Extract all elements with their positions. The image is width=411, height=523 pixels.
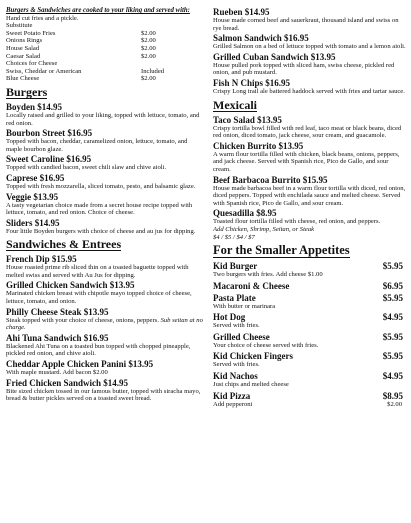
menu-item-desc: Topped with bacon, cheddar, caramelized onion, lettuce, tomato, and maple bourbon glaze. [6,138,188,153]
menu-item-addon-prices: $4 / $5 / $4 / $7 [213,233,255,241]
menu-item-name: Chicken Burrito $13.95 [213,140,304,151]
menu-item-desc: House pulled pork topped with sliced ham, swiss cheese, pickled red onion, and pub mustard. [213,61,395,77]
kids-item-price: $5.95 [382,351,403,362]
menu-item-desc: Grilled Salmon on a bed of lettuce topped with tomato and a lemon aioli. [213,43,406,51]
menu-item-name: Cheddar Apple Chicken Panini $13.95 [6,359,154,370]
cheese-row [6,68,205,76]
kids-item-row [213,369,406,381]
menu-item-desc: Toasted flour tortilla filled with cheese, red onion, and peppers. [213,218,381,226]
menu-item-desc: Four little Boyden burgers with choice of cheese and au jus for dipping. [6,227,196,235]
mexicali-list [213,115,406,242]
kids-item-name: Kid Pizza [213,390,251,401]
menu-item-name: Taco Salad $13.95 [213,114,282,125]
menu-item-name: Quesadilla $8.95 [213,208,277,219]
kids-item-name: Pasta Plate [213,292,256,303]
menu-item-name: Ahi Tuna Sandwich $16.95 [6,332,109,343]
menu-item-name: Bourbon Street $16.95 [6,128,93,139]
kids-item-desc: Your choice of cheese served with fries. [213,341,319,349]
menu-item-name: French Dip $15.95 [6,254,77,265]
kids-item-price: $5.95 [382,292,403,303]
menu-item-name: Fried Chicken Sandwich $14.95 [6,377,129,388]
menu-item-desc: Blackened Ahi Tuna on a toasted bun topped with chopped pineapple, pickled red onion, and chive aioli. [6,342,191,358]
substitute-row [6,30,205,38]
kids-item-row [213,291,406,303]
kids-item-name: Kid Nachos [213,371,258,382]
menu-item-addon-note: Add Chicken, Shrimp, Seitan, or Steak [213,225,315,233]
kids-item-addon-price: $2.00 [387,400,402,408]
menu-item-name: Sliders $14.95 [6,217,60,228]
cheese-price: Included [141,67,165,75]
kids-item-desc: Two burgers with fries. Add cheese $1.00 [213,271,323,279]
menu-item-desc [6,317,205,332]
kids-item-price: $8.95 [382,390,403,401]
menu-item-desc: House made barbacoa beef in a warm flour tortilla with diced, red onion, diced peppers. Topped with enchilada sauce and melted cheese. Served with Spanish rice, Pico de Gallo, and sour cream. [213,184,406,207]
menu-item-name: Beef Barbacoa Burrito $15.95 [213,174,328,185]
kids-item-price: $4.95 [382,371,403,382]
sandwiches-section-title: Sandwiches & Entrees [6,237,122,252]
cheese-price: $2.00 [141,75,156,83]
sandwiches-list [6,254,205,403]
menu-item-desc: A warm flour tortilla filled with chicken, black beans, onions, peppers, and jack cheese. Served with Spanish rice, Pico de Gallo, and sour cream. [213,150,400,173]
kids-item-desc: Served with fries. [213,322,260,330]
substitute-price: $2.00 [141,44,156,52]
kids-item-name: Grilled Cheese [213,331,270,342]
menu-item-desc: Locally raised and grilled to your liking, topped with lettuce, tomato, and red onion. [6,111,200,127]
kids-item-desc: Served with fries. [213,361,260,369]
kids-item-desc-row [213,401,406,409]
kids-item-row [213,310,406,322]
kids-item-desc: With butter or marinara [213,302,276,310]
kids-item-name: Kid Chicken Fingers [213,351,294,362]
substitute-list [6,30,205,60]
kids-item-name: Kid Burger [213,261,258,272]
menu-item-desc: House made corned beef and sauerkraut, thousand island and swiss on rye bread. [213,17,399,32]
intro-line: Hand cut fries and a pickle. [6,14,79,22]
menu-item-desc-text: Steak topped with your choice of cheese, onions, peppers. [6,316,159,324]
burgers-list [6,102,205,235]
menu-item-desc: Crispy tortilla bowl filled with red leaf, taco meat or black beans, diced red onion, diced tomato, jack cheese, sour cream, and guacamole. [213,124,402,140]
kids-item-row [213,279,406,291]
kids-item-price: $5.95 [382,261,403,272]
substitute-row [6,37,205,45]
menu-item-desc: A tasty vegetarian choice made from a secret house recipe topped with lettuce, tomato, and red onion. Choice of cheese. [6,201,193,217]
menu-item-desc: Topped with fresh mozzarella, sliced tomato, pesto, and balsamic glaze. [6,182,196,190]
menu-item-name: Boyden $14.95 [6,101,63,112]
kids-item-row [213,259,406,271]
kids-item-name: Hot Dog [213,312,246,323]
menu-item-desc: Crispy Long trail ale battered haddock served with fries and tartar sauce. [213,87,405,95]
menu-item-desc: With maple mustard. Add bacon $2.00 [6,369,108,377]
cheese-name: Swiss, Cheddar or American [6,67,82,75]
substitute-name: Caesar Salad [6,52,41,60]
menu-item-desc: House roasted prime rib sliced thin on a toasted baguette topped with melted swiss and served with Au Jus for dipping. [6,264,189,279]
cheese-heading: Choices for Cheese [6,60,58,68]
substitute-row [6,53,205,61]
kids-item-row [213,389,406,401]
kids-item-name: Macaroni & Cheese [213,280,290,291]
kids-item-price: $4.95 [382,312,403,323]
kids-item-price: $6.95 [382,280,403,291]
menu-item-desc: Topped with candied bacon, sweet chili slaw and chive aioli. [6,164,167,172]
menu-item-name: Veggie $13.95 [6,191,59,202]
substitute-price: $2.00 [141,52,156,60]
right-column [213,7,406,408]
kids-item-row [213,349,406,361]
kids-list [213,259,406,408]
substitute-name: Onions Rings [6,37,43,45]
menu-item-name: Caprese $16.95 [6,172,65,183]
menu-item-desc: Marinated chicken breast with chipotle mayo topped choice of cheese, lettuce, tomato, and onion. [6,290,192,306]
menu-item-name: Grilled Chicken Sandwich $13.95 [6,280,135,291]
substitute-price: $2.00 [141,37,156,45]
menu-item-name: Fish N Chips $16.95 [213,77,291,88]
kids-item-row [213,330,406,342]
menu-item-name: Sweet Caroline $16.95 [6,154,92,165]
kids-item-price: $5.95 [382,331,403,342]
kids-section-title: For the Smaller Appetites [213,243,350,258]
mexicali-section-title: Mexicali [213,97,257,112]
substitute-name: Sweet Potato Fries [6,29,56,37]
left-column [6,7,205,403]
menu-item-desc: Bite sized chicken tossed in our famous butter, topped with siracha mayo, bread & butter pickles served on a toasted sweet bread. [6,387,201,403]
cheese-row [6,75,205,83]
menu-item-name: Philly Cheese Steak $13.95 [6,306,109,317]
intro-heading: Burgers & Sandwiches are cooked to your liking and served with: [6,7,190,14]
substitute-row [6,45,205,53]
menu-item-name: Rueben $14.95 [213,7,270,17]
menu-item-note: Sub seitan at no charge. [6,316,203,332]
menu-item-name: Grilled Cuban Sandwich $13.95 [213,51,336,62]
menu-item-name: Salmon Sandwich $16.95 [213,33,309,44]
kids-item-desc: Just chips and melted cheese [213,381,289,389]
substitute-name: House Salad [6,44,40,52]
cheese-name: Blue Cheese [6,75,40,83]
burgers-section-title: Burgers [6,84,48,99]
substitute-label: Substitute [6,22,33,30]
sandwiches-continued-list [213,7,406,96]
kids-item-desc: Add pepperoni [213,400,253,408]
substitute-price: $2.00 [141,29,156,37]
